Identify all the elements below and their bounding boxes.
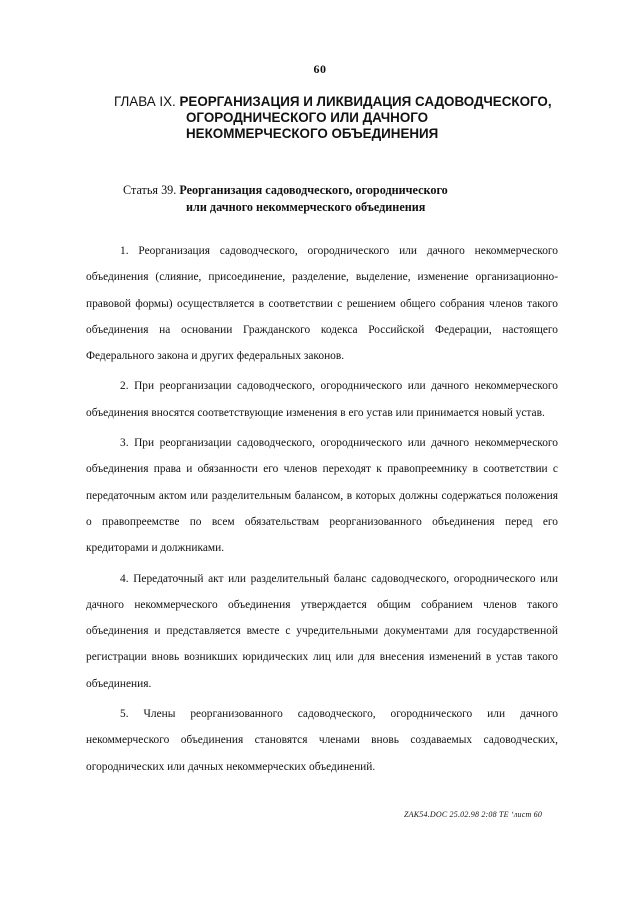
article-heading-line-1 (0, 182, 640, 199)
paragraph-4: 4. Передаточный акт или разделительный баланс садоводческого, огороднического или дачного некоммерческого объединения утверждается общим собранием членов такого объединения и представляется вместе с учредительными документами для государственной регистрации вновь возникших юридических лиц или для внесения изменений в устав такого объединения. (86, 572, 558, 690)
paragraph-1: 1. Реорганизация садоводческого, огороднического или дачного некоммерческого объединения (слияние, присоединение, разделение, выделение, изменение организационно-правовой формы) осуществляется в соответствии с решением общего собрания членов такого объединения на основании Гражданского кодекса Российской Федерации, настоящего Федерального закона и других федеральных законов. (86, 245, 558, 363)
article-title-line-2: или дачного некоммерческого объединения (186, 200, 426, 214)
chapter-heading-line-1 (0, 94, 640, 110)
chapter-title-line-2: ОГОРОДНИЧЕСКОГО ИЛИ ДАЧНОГО (186, 110, 429, 125)
chapter-heading (0, 94, 640, 142)
page-number: 60 (313, 62, 327, 76)
article-heading (0, 182, 640, 216)
article-body (86, 238, 558, 784)
paragraph-3: 3. При реорганизации садоводческого, огороднического или дачного некоммерческого объединения права и обязанности его членов переходят к правопреемнику в соответствии с передаточным актом или разделительным балансом, в которых должны содержаться положения о правопреемстве по всем обязательствам реорганизованного объединения перед его кредиторами и должниками. (86, 437, 558, 555)
chapter-title-line-3: НЕКОММЕРЧЕСКОГО ОБЪЕДИНЕНИЯ (186, 126, 439, 141)
article-number: Статья 39. (123, 183, 177, 197)
chapter-number: ГЛАВА IX. (114, 94, 176, 109)
paragraph-5: 5. Члены реорганизованного садоводческого, огороднического или дачного некоммерческого объединения становятся членами вновь создаваемых садоводческих, огороднических или дачных некоммерческих объединений. (86, 708, 558, 773)
article-title-line-1: Реорганизация садоводческого, огороднического (179, 183, 448, 197)
chapter-title-line-1: РЕОРГАНИЗАЦИЯ И ЛИКВИДАЦИЯ САДОВОДЧЕСКОГО, (179, 94, 552, 109)
document-footer: ZAK54.DOC 25.02.98 2:08 TE ‘лист 60 (404, 810, 543, 819)
paragraph-2: 2. При реорганизации садоводческого, огороднического или дачного некоммерческого объединения вносятся соответствующие изменения в его устав или принимается новый устав. (86, 380, 558, 419)
